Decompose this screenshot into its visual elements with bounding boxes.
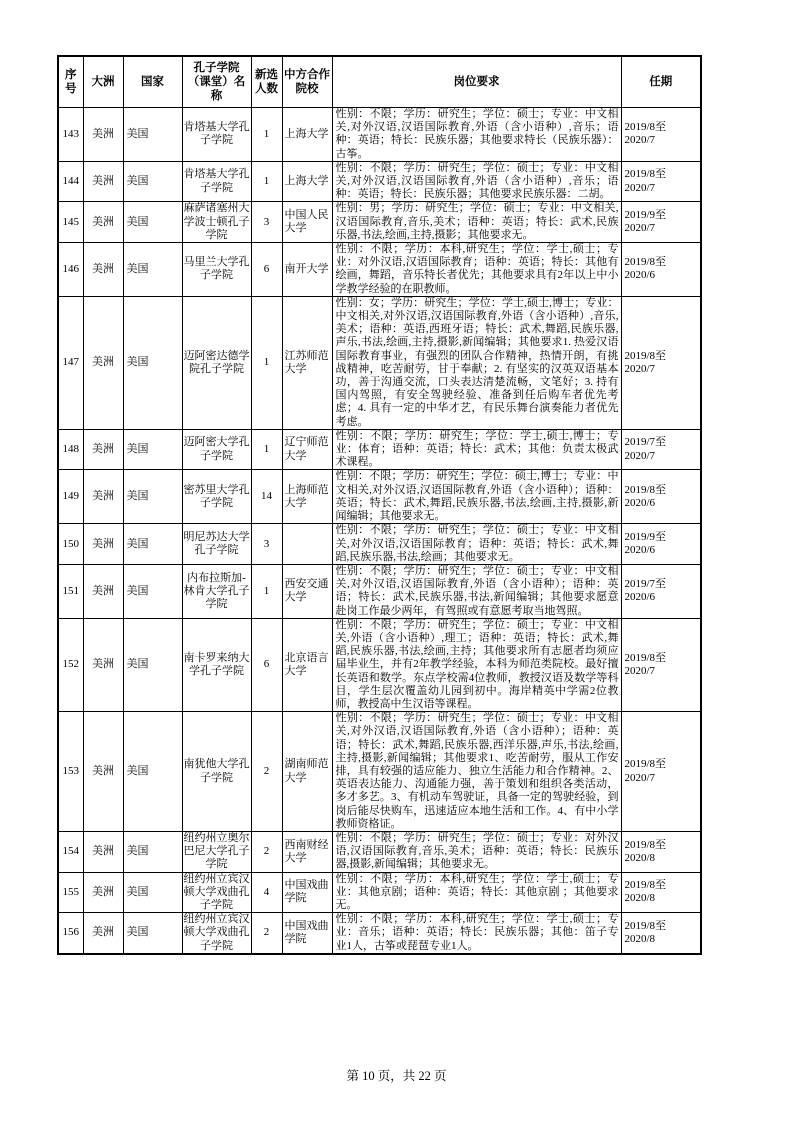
cell-new-selection-count: 2 bbox=[251, 913, 282, 954]
cell-chinese-partner-university: 西南财经大学 bbox=[282, 831, 332, 872]
cell-continent: 美洲 bbox=[83, 202, 123, 243]
cell-term: 2019/8至2020/7 bbox=[621, 108, 701, 162]
cell-position-requirements: 性别：不限；学历：研究生；学位：硕士；专业：中文相关,对外汉语,汉语国际教育；语种：英语；特长：武术,舞蹈,民族乐器,书法,绘画；其他要求无。 bbox=[332, 524, 621, 565]
cell-new-selection-count: 1 bbox=[251, 161, 282, 202]
cell-term: 2019/8至2020/8 bbox=[621, 872, 701, 913]
cell-chinese-partner-university bbox=[282, 524, 332, 565]
cell-new-selection-count: 2 bbox=[251, 712, 282, 832]
cell-institute-name: 纽约州立奥尔巴尼大学孔子学院 bbox=[183, 831, 250, 871]
cell-position-requirements: 性别：不限；学历：研究生；学位：硕士；专业：中文相关,外语（含小语种）,理工；语种：英语；特长：武术,舞蹈,民族乐器,书法,绘画,主持；其他要求所有志愿者均须应届毕业生，并有2年教学经验，本科为师范类院校。最好擅长英语和数学。东点学校需4位教师，教授汉语及数学等科目，学生层次覆盖幼儿园到初中。海岸精英中学需2位教师，教授高中生汉语等课程。 bbox=[332, 618, 621, 711]
cell-country: 美国 bbox=[123, 108, 182, 162]
table-row bbox=[58, 913, 701, 954]
col-header-chinese-partner-university: 中方合作院校 bbox=[282, 56, 332, 108]
cell-chinese-partner-university: 上海师范大学 bbox=[282, 470, 332, 524]
cell-term: 2019/7至2020/7 bbox=[621, 429, 701, 470]
cell-country: 美国 bbox=[123, 618, 182, 711]
cell-serial-number: 144 bbox=[58, 161, 83, 202]
cell-institute-name: 明尼苏达大学孔子学院 bbox=[182, 524, 251, 565]
cell-serial-number: 154 bbox=[58, 831, 83, 872]
cell-country: 美国 bbox=[123, 429, 182, 470]
cell-position-requirements: 性别：不限；学历：研究生；学位：硕士；专业：中文相关,对外汉语,汉语国际教育,外语（含小语种）；语种：英语；特长：武术,舞蹈,民族乐器,西洋乐器,声乐,书法,绘画,主持,摄影,新闻编辑；其他要求1、吃苦耐劳，服从工作安排，具有较强的适应能力、独立生活能力和合作精神。2、英语表达能力、沟通能力强，善于策划和组织各类活动，多才多艺。3、有机动车驾驶证，具备一定的驾驶经验，到岗后能尽快购车，迅速适应本地生活和工作。4、有中小学教师资格证。 bbox=[332, 712, 621, 832]
col-header-serial-number: 序号 bbox=[58, 56, 83, 108]
table-row bbox=[58, 243, 701, 297]
cell-continent: 美洲 bbox=[83, 831, 123, 872]
table-row bbox=[58, 161, 701, 202]
cell-term: 2019/9至2020/6 bbox=[621, 524, 701, 565]
cell-serial-number: 150 bbox=[58, 524, 83, 565]
cell-institute-name: 迈阿密大学孔子学院 bbox=[182, 429, 251, 470]
cell-continent: 美洲 bbox=[83, 872, 123, 913]
cell-institute-name: 密苏里大学孔子学院 bbox=[182, 470, 251, 524]
cell-continent: 美洲 bbox=[83, 108, 123, 162]
cell-continent: 美洲 bbox=[83, 913, 123, 954]
cell-country: 美国 bbox=[123, 161, 182, 202]
cell-serial-number: 149 bbox=[58, 470, 83, 524]
cell-country: 美国 bbox=[123, 202, 182, 243]
cell-position-requirements: 性别：不限；学历：研究生；学位：硕士；专业：中文相关,对外汉语,汉语国际教育,外语（含小语种）,音乐；语种：英语；特长：民族乐器；其他要求特长（民族乐器）：古筝。 bbox=[332, 108, 621, 162]
cell-term: 2019/8至2020/8 bbox=[621, 831, 701, 872]
col-header-new-selection-count: 新选人数 bbox=[251, 56, 282, 108]
cell-serial-number: 147 bbox=[58, 296, 83, 429]
cell-position-requirements: 性别：不限；学历：研究生；学位：硕士；专业：中文相关,对外汉语,汉语国际教育,外语（含小语种）,音乐；语种：英语；特长：民族乐器；其他要求民族乐器：二胡。 bbox=[332, 161, 621, 202]
cell-continent: 美洲 bbox=[83, 243, 123, 297]
cell-chinese-partner-university: 辽宁师范大学 bbox=[282, 429, 332, 470]
cell-term: 2019/8至2020/6 bbox=[621, 243, 701, 297]
cell-term: 2019/7至2020/6 bbox=[621, 564, 701, 618]
cell-chinese-partner-university: 南开大学 bbox=[282, 243, 332, 297]
cell-serial-number: 145 bbox=[58, 202, 83, 243]
cell-position-requirements: 性别：不限；学历：研究生；学位：硕士,博士；专业：中文相关,对外汉语,汉语国际教育,外语（含小语种）；语种：英语；特长：武术,舞蹈,民族乐器,书法,绘画,主持,摄影,新闻编辑；其他要求无。 bbox=[332, 470, 621, 524]
cell-position-requirements: 性别：不限；学历：本科,研究生；学位：学士,硕士；专业：音乐；语种：英语；特长：民族乐器；其他：笛子专业1人，古筝或琵琶专业1人。 bbox=[332, 913, 621, 954]
cell-term: 2019/8至2020/7 bbox=[621, 161, 701, 202]
col-header-term: 任期 bbox=[621, 56, 701, 108]
cell-position-requirements: 性别：不限；学历：研究生；学位：硕士；专业：中文相关,对外汉语,汉语国际教育,外语（含小语种）；语种：英语；特长：武术,民族乐器,书法,新闻编辑；其他要求愿意赴岗工作最少两年，有驾照或有意愿考取当地驾照。 bbox=[332, 564, 621, 618]
table-row bbox=[58, 564, 701, 618]
cell-country: 美国 bbox=[123, 913, 182, 954]
col-header-position-requirements: 岗位要求 bbox=[332, 56, 621, 108]
cell-country: 美国 bbox=[123, 872, 182, 913]
col-header-continent: 大洲 bbox=[83, 56, 123, 108]
table-row bbox=[58, 524, 701, 565]
cell-institute-name: 纽约州立宾汉顿大学戏曲孔子学院 bbox=[182, 913, 251, 954]
cell-serial-number: 148 bbox=[58, 429, 83, 470]
table-row bbox=[58, 470, 701, 524]
cell-institute-name: 内布拉斯加-林肯大学孔子学院 bbox=[182, 564, 251, 618]
cell-continent: 美洲 bbox=[83, 470, 123, 524]
cell-position-requirements: 性别：不限；学历：本科,研究生；学位：学士,硕士；专业：对外汉语,汉语国际教育；语种：英语；特长：其他有绘画，舞蹈，音乐特长者优先；其他要求具有2年以上中小学教学经验的在职教师。 bbox=[332, 243, 621, 297]
cell-new-selection-count: 1 bbox=[251, 429, 282, 470]
page-number-footer: 第 10 页，共 22 页 bbox=[346, 1069, 447, 1083]
cell-institute-name: 麻萨诸塞州大学波士顿孔子学院 bbox=[183, 202, 250, 241]
cell-new-selection-count: 3 bbox=[251, 524, 282, 565]
cell-continent: 美洲 bbox=[83, 296, 123, 429]
cell-new-selection-count: 1 bbox=[251, 296, 282, 429]
col-header-institute-name: 孔子学院（课堂）名称 bbox=[182, 56, 251, 108]
cell-new-selection-count: 6 bbox=[251, 618, 282, 711]
table-row bbox=[58, 202, 701, 243]
cell-serial-number: 143 bbox=[58, 108, 83, 162]
cell-continent: 美洲 bbox=[83, 618, 123, 711]
cell-chinese-partner-university: 中国戏曲学院 bbox=[282, 872, 332, 913]
cell-new-selection-count: 4 bbox=[251, 872, 282, 913]
cell-chinese-partner-university: 西安交通大学 bbox=[282, 564, 332, 618]
cell-position-requirements: 性别：不限；学历：研究生；学位：硕士；专业：对外汉语,汉语国际教育,音乐,美术；语种：英语；特长：民族乐器,摄影,新闻编辑；其他要求无。 bbox=[332, 831, 621, 872]
table-row bbox=[58, 296, 701, 429]
cell-new-selection-count: 14 bbox=[251, 470, 282, 524]
cell-country: 美国 bbox=[123, 524, 182, 565]
cell-institute-name: 肯塔基大学孔子学院 bbox=[182, 108, 251, 162]
table-row bbox=[58, 618, 701, 711]
cell-serial-number: 151 bbox=[58, 564, 83, 618]
cell-chinese-partner-university: 中国人民大学 bbox=[282, 202, 332, 243]
cell-term: 2019/8至2020/8 bbox=[621, 913, 701, 954]
cell-institute-name: 迈阿密达德学院孔子学院 bbox=[182, 296, 251, 429]
cell-chinese-partner-university: 中国戏曲学院 bbox=[282, 913, 332, 954]
cell-continent: 美洲 bbox=[83, 161, 123, 202]
cell-position-requirements: 性别：女；学历：研究生；学位：学士,硕士,博士；专业：中文相关,对外汉语,汉语国际教育,外语（含小语种）,音乐,美术；语种：英语,西班牙语；特长：武术,舞蹈,民族乐器,声乐,书法,绘画,主持,摄影,新闻编辑；其他要求1. 热爱汉语国际教育事业，有强烈的团队合作精神，热情开朗，有挑战精神，吃苦耐劳，甘于奉献；2. 有坚实的汉英双语基本功，善于沟通交流，口头表达清楚流畅，文笔好；3. 持有国内驾照，有安全驾驶经验、准备到任后购车者优先考虑；4. 具有一定的中华才艺，有民乐舞台演奏能力者优先考虑。 bbox=[332, 296, 621, 429]
cell-chinese-partner-university: 北京语言大学 bbox=[282, 618, 332, 711]
cell-continent: 美洲 bbox=[83, 712, 123, 832]
cell-institute-name: 纽约州立宾汉顿大学戏曲孔子学院 bbox=[183, 872, 250, 911]
table-row bbox=[58, 712, 701, 832]
table-row bbox=[58, 429, 701, 470]
cell-term: 2019/8至2020/7 bbox=[621, 712, 701, 832]
cell-position-requirements: 性别：男；学历：研究生；学位：硕士；专业：中文相关,汉语国际教育,音乐,美术；语种：英语；特长：武术,民族乐器,书法,绘画,主持,摄影；其他要求无。 bbox=[332, 202, 621, 243]
table-row bbox=[58, 831, 701, 872]
positions-table-container bbox=[57, 55, 700, 955]
cell-serial-number: 156 bbox=[58, 913, 83, 954]
cell-continent: 美洲 bbox=[83, 524, 123, 565]
table-row bbox=[58, 108, 701, 162]
cell-serial-number: 146 bbox=[58, 243, 83, 297]
col-header-country: 国家 bbox=[123, 56, 182, 108]
cell-serial-number: 152 bbox=[58, 618, 83, 711]
cell-country: 美国 bbox=[123, 831, 182, 872]
cell-term: 2019/8至2020/6 bbox=[621, 470, 701, 524]
cell-continent: 美洲 bbox=[83, 564, 123, 618]
cell-serial-number: 153 bbox=[58, 712, 83, 832]
cell-continent: 美洲 bbox=[83, 429, 123, 470]
cell-new-selection-count: 1 bbox=[251, 108, 282, 162]
table-header-row bbox=[58, 56, 701, 108]
cell-new-selection-count: 2 bbox=[251, 831, 282, 872]
cell-position-requirements: 性别：不限；学历：本科,研究生；学位：学士,硕士；专业：其他京剧；语种：英语；特长：其他京剧 ；其他要求无。 bbox=[332, 872, 621, 913]
positions-table bbox=[57, 55, 702, 955]
cell-institute-name: 肯塔基大学孔子学院 bbox=[182, 161, 251, 202]
table-row bbox=[58, 872, 701, 913]
cell-term: 2019/8至2020/7 bbox=[621, 296, 701, 429]
cell-term: 2019/9至2020/7 bbox=[621, 202, 701, 243]
cell-chinese-partner-university: 湖南师范大学 bbox=[282, 712, 332, 832]
cell-country: 美国 bbox=[123, 564, 182, 618]
cell-institute-name: 马里兰大学孔子学院 bbox=[182, 243, 251, 297]
cell-country: 美国 bbox=[123, 712, 182, 832]
cell-serial-number: 155 bbox=[58, 872, 83, 913]
cell-term: 2019/8至2020/7 bbox=[621, 618, 701, 711]
cell-new-selection-count: 6 bbox=[251, 243, 282, 297]
cell-country: 美国 bbox=[123, 470, 182, 524]
cell-chinese-partner-university: 上海大学 bbox=[282, 161, 332, 202]
cell-new-selection-count: 1 bbox=[251, 564, 282, 618]
cell-country: 美国 bbox=[123, 296, 182, 429]
cell-institute-name: 南卡罗来纳大学孔子学院 bbox=[182, 618, 251, 711]
cell-position-requirements: 性别：不限；学历：研究生；学位：学士,硕士,博士；专业：体育；语种：英语；特长：武术；其他：负责太极武术课程。 bbox=[332, 429, 621, 470]
cell-country: 美国 bbox=[123, 243, 182, 297]
cell-new-selection-count: 3 bbox=[251, 202, 282, 243]
cell-institute-name: 南犹他大学孔子学院 bbox=[182, 712, 251, 832]
cell-chinese-partner-university: 江苏师范大学 bbox=[282, 296, 332, 429]
cell-chinese-partner-university: 上海大学 bbox=[282, 108, 332, 162]
